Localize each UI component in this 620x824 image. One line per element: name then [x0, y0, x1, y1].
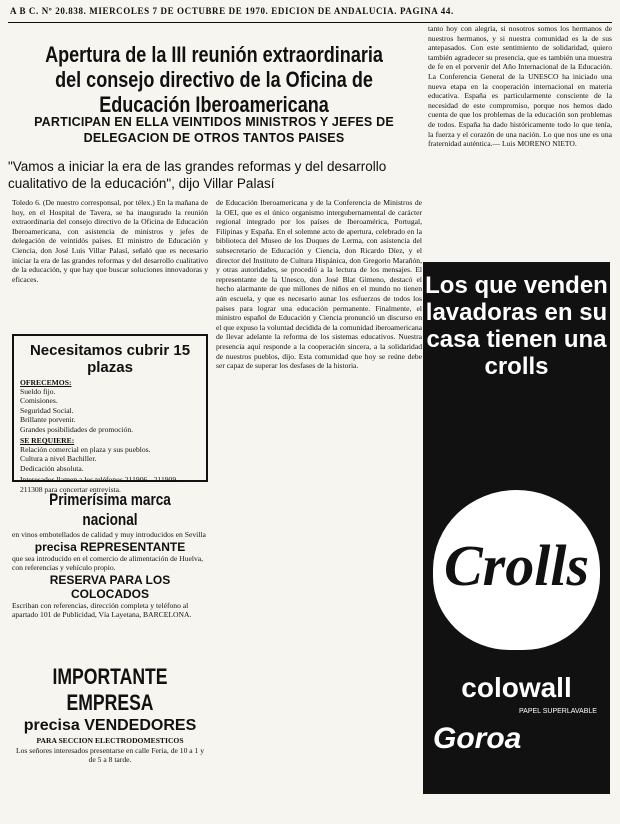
- pull-quote: "Vamos a iniciar la era de las grandes reformas y del desarrollo cualitativo de la educación", dijo Villar Palasí: [8, 159, 387, 191]
- ad-wine-reserve: RESERVA PARA LOS COLOCADOS: [49, 572, 171, 601]
- ad-company-seeks: precisa VENDEDORES: [23, 717, 197, 734]
- ad-box-contact: Interesados llamen a los teléfonos 211906 - 211909 - 211308 para concertar entrevista.: [20, 475, 181, 494]
- ad-box-offer: Comisiones.: [20, 396, 58, 406]
- crolls-tagline: Los que venden lavadoras en su casa tienen una crolls: [425, 272, 608, 380]
- article-column-2: de Educación Iberoamericana y de la Conferencia de Ministros de la OEI, que es el único organismo intergubernamental de carácter regional integrado por los países de Iberoamérica, Portugal, Filipinas y España. En el solemne acto de apertura, celebrado en la biblioteca del Museo de los Duques de Lerma, con asistencia del subsecretario de Educación y Ciencia, don Ricardo Díez, y el director del Instituto de Cultura Hispánica, don Gregorio Marañón, y otras autoridades, se procedió a la lectura de los mensajes. El representante de la Unesco, don José Blat Gimeno, destacó el hecho alarmante de que millones de niños en el mundo no tienen aún escuela, y que es necesario aunar los esfuerzos de todos los países para lograr una educación permanente. Finalmente, el ministro español de Educación y Ciencia pronunció un discurso en el que expuso la voluntad decidida de la comunidad iberoamericana de llevar adelante la reforma de los sistemas educativos. Nuestra presencia aquí responde a la cooperación sincera, a la solidaridad de nuestros pueblos, dijo. Esta comunidad que hoy se reúne debe ser capaz de superar los desfases de la historia.: [216, 198, 423, 371]
- ad-company-sub: PARA SECCION ELECTRODOMESTICOS: [36, 736, 184, 745]
- page-folio: A B C. Nº 20.838. MIERCOLES 7 DE OCTUBRE DE 1970. EDICION DE ANDALUCIA. PAGINA 44.: [10, 6, 454, 16]
- ad-box-req: Relación comercial en plaza y sus pueblos.: [20, 445, 151, 455]
- ad-wine-intro: en vinos embotellados de calidad y muy introducidos en Sevilla: [12, 530, 206, 539]
- crolls-logo-text: Crolls: [443, 533, 590, 598]
- ad-box-offer: Sueldo fijo.: [20, 387, 56, 396]
- ad-recruitment-box: [12, 334, 208, 494]
- crolls-logo: [433, 490, 600, 650]
- ad-company-contact: Los señores interesados presentarse en calle Feria, de 10 a 1 y de 5 a 8 tarde.: [15, 745, 205, 764]
- headline: Apertura de la III reunión extraordinaria del consejo directivo de la Oficina de Educación Iberoamericana: [45, 42, 383, 117]
- ad-wine-seeks: precisa REPRESENTANTE: [34, 539, 186, 554]
- ad-wine-footer: Escriban con referencias, dirección completa y teléfono al apartado 101 de Publicidad, Vía Layetana, BARCELONA.: [12, 600, 192, 619]
- ad-company-title: IMPORTANTE EMPRESA: [52, 664, 168, 715]
- ad-wine-title: Primerísima marca nacional: [49, 490, 171, 529]
- colowall-tagline: PAPEL SUPERLAVABLE: [519, 708, 597, 715]
- ad-box-req: Dedicación absoluta.: [20, 463, 84, 473]
- ad-box-offer: Grandes posibilidades de promoción.: [20, 424, 134, 434]
- ad-box-offer: Brillante porvenir.: [20, 415, 76, 425]
- ad-box-offer: Seguridad Social.: [20, 405, 74, 415]
- ad-wine-brand: [12, 490, 208, 658]
- article-column-3: tanto hoy con alegría, si nosotros somos los hermanos de nuestros hermanos, y si nuestra comunidad es la de sus antepasados. Con este sentimiento de solidaridad, quiero también agradecer su presencia, que es también una muestra de fe en el porvenir del Año Internacional de la Educación. La Conferencia General de la UNESCO ha iniciado una nueva etapa en la cooperación internacional en materia educativa. España es particularmente consciente de la necesidad de este compromiso, porque nos hemos dado cuenta de que los problemas de la educación son problemas de todos. España ha dado históricamente todo lo que tenía, la fuerza y el corazón de una nación. Lo que nos une es una fraternidad auténtica.— Luis MORENO NIETO.: [428, 24, 612, 149]
- ad-crolls: [423, 262, 610, 794]
- folio-rule: [8, 22, 612, 23]
- ad-wine-body: que sea introducido en el comercio de alimentación de Huelva, con referencias y vehículo propio.: [12, 553, 204, 572]
- ad-box-req: Cultura a nivel Bachiller.: [20, 454, 97, 464]
- article-column-1: Toledo 6. (De nuestro corresponsal, por télex.) En la mañana de hoy, en el Hospital de Tavera, se ha inaugurado la reunión extraordinaria del consejo directivo de la Oficina de Educación Iberoamericana, con asistencia de ministros y jefes de delegación de veintidós países. El ministro de Educación y Ciencia, don José Luis Villar Palasí, señaló que es necesario iniciar la era de las grandes reformas y del desarrollo cualitativo de la educación, y que hay que buscar soluciones innovadoras y eficaces.: [12, 198, 208, 284]
- ad-box-reqs-head: SE REQUIERE:: [20, 436, 75, 446]
- goroa-brand: Goroa: [433, 722, 522, 755]
- colowall-brand: colowall: [461, 672, 572, 703]
- subheadline: PARTICIPAN EN ELLA VEINTIDOS MINISTROS Y JEFES DE DELEGACION DE OTROS TANTOS PAISES: [34, 115, 394, 145]
- ad-box-title: Necesitamos cubrir 15 plazas: [29, 342, 191, 376]
- ad-company: [12, 664, 208, 814]
- ad-box-offers-head: OFRECEMOS:: [20, 378, 72, 387]
